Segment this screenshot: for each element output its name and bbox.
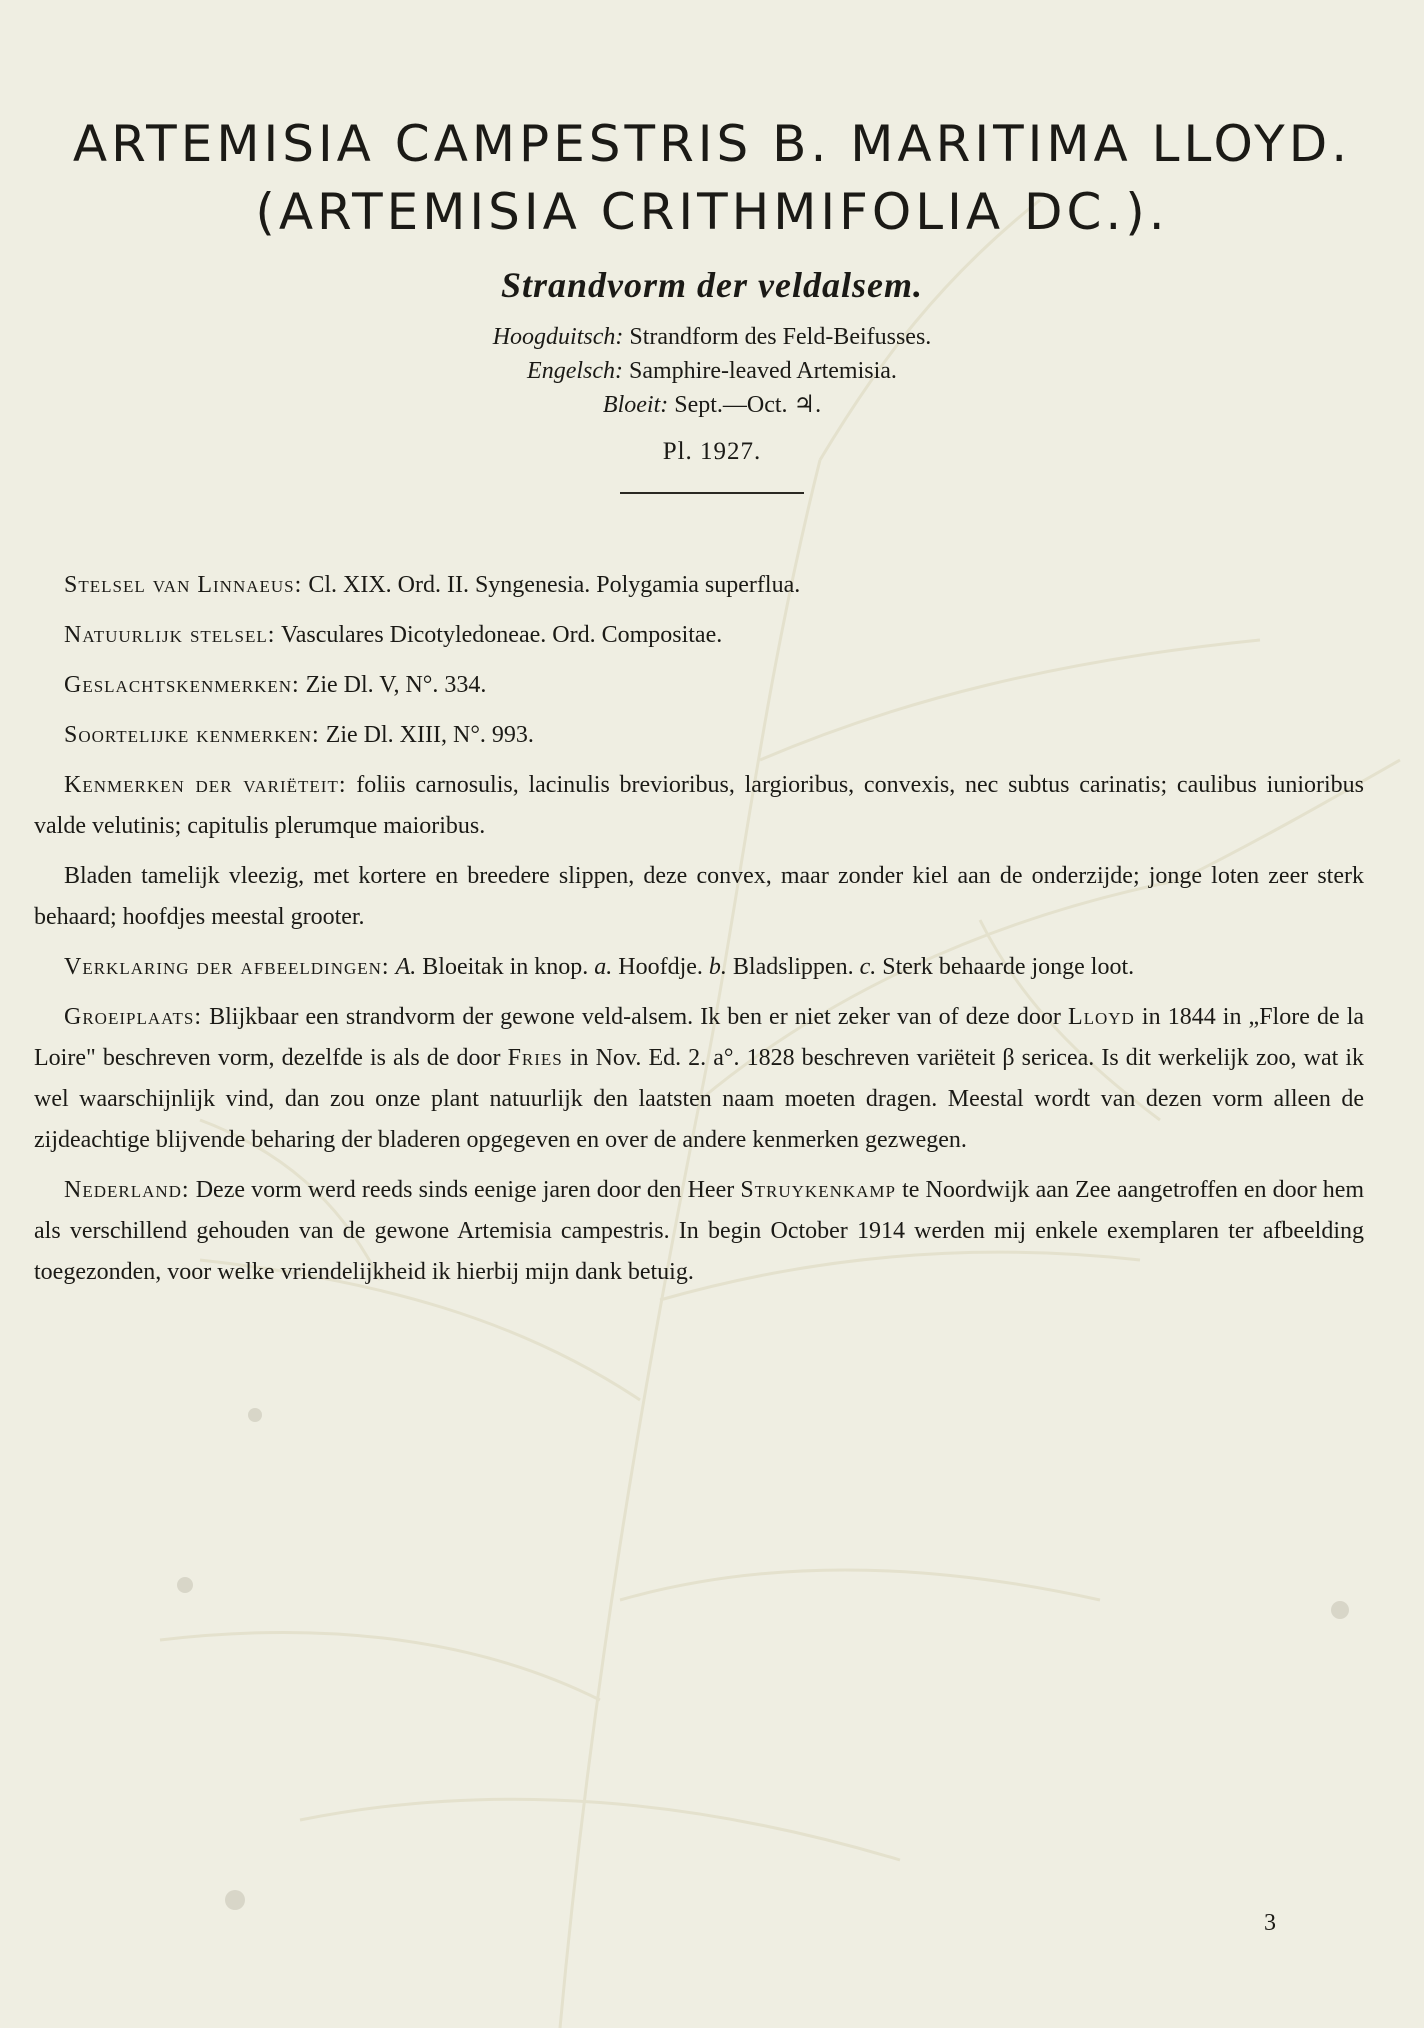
- title-line-1: ARTEMISIA CAMPESTRIS B. MARITIMA LLOYD.: [72, 115, 1352, 173]
- german-name-line: [0, 320, 1424, 354]
- english-label: Engelsch:: [527, 358, 624, 384]
- german-value: Strandform des Feld-Beifusses.: [629, 324, 932, 350]
- page-title: [0, 110, 1424, 246]
- paragraph-figures: [34, 947, 1364, 988]
- author-name: Fries: [507, 1045, 563, 1071]
- common-names: [0, 320, 1424, 422]
- paragraph-linnaeus: [34, 565, 1364, 606]
- author-name: Lloyd: [1067, 1004, 1135, 1030]
- paragraph-genus-characters: [34, 665, 1364, 706]
- section-text: Deze vorm werd reeds sinds eenige jaren door den Heer: [195, 1177, 735, 1203]
- section-label: Groeiplaats:: [64, 1004, 203, 1030]
- bloom-value: Sept.—Oct. ♃.: [674, 392, 822, 418]
- title-line-2: (ARTEMISIA CRITHMIFOLIA DC.).: [255, 183, 1169, 241]
- section-text: Cl. XIX. Ord. II. Syngenesia. Polygamia superflua.: [308, 572, 801, 598]
- figure-key-c: b.: [708, 954, 727, 980]
- plate-number: Pl. 1927.: [662, 438, 762, 465]
- paragraph-habitat: [34, 997, 1364, 1161]
- bloom-label: Bloeit:: [602, 392, 669, 418]
- section-text: Zie Dl. V, N°. 334.: [305, 672, 487, 698]
- paragraph-netherlands: [34, 1170, 1364, 1293]
- paragraph-species-characters: [34, 715, 1364, 756]
- section-label: Natuurlijk stelsel:: [64, 622, 276, 648]
- header: [0, 110, 1424, 494]
- section-label: Soortelijke kenmerken:: [64, 722, 320, 748]
- section-text: Blijkbaar een strandvorm der gewone veld-alsem. Ik ben er niet zeker van of deze door: [209, 1004, 1061, 1030]
- figure-key-b: a.: [594, 954, 613, 980]
- bloom-line: [0, 388, 1424, 422]
- paragraph-variety-dutch: Bladen tamelijk vleezig, met kortere en breedere slippen, deze convex, maar zonder kiel aan de onderzijde; jonge loten zeer sterk behaard; hoofdjes meestal grooter.: [34, 863, 1364, 930]
- section-label: Nederland:: [64, 1177, 190, 1203]
- figure-text-d: Sterk behaarde jonge loot.: [882, 954, 1135, 980]
- subtitle: Strandvorm der veldalsem.: [501, 265, 923, 305]
- figure-key-d: c.: [859, 954, 877, 980]
- person-name: Struykenkamp: [740, 1177, 896, 1203]
- figure-text-a: Bloeitak in knop.: [422, 954, 589, 980]
- body-text: [34, 565, 1364, 1302]
- section-text: in Nov. Ed. 2. a°. 1828 beschreven variëteit β sericea. Is dit werkelijk zoo, wat ik wel waarschijnlijk vind, dan zou onze plant natuurlijk den laatsten naam moeten dragen. Meestal wordt van dezen vorm alleen de zijdeachtige blijvende beharing der bladeren opgegeven en over de andere kenmerken gezwegen.: [34, 1045, 1365, 1153]
- section-text: in 1844 in „Flore de la Loire" beschreven vorm, dezelfde is als de door: [34, 1004, 1365, 1071]
- figure-text-c: Bladslippen.: [732, 954, 854, 980]
- section-text: Zie Dl. XIII, N°. 993.: [325, 722, 534, 748]
- section-label: Stelsel van Linnaeus:: [64, 572, 303, 598]
- section-text: te Noordwijk aan Zee aangetroffen en door hem als verschillend gehouden van de gewone Artemisia campestris. In begin October 1914 werden mij enkele exemplaren ter afbeelding toegezonden, voor welke vriendelijkheid ik hierbij mijn dank betuig.: [34, 1177, 1365, 1285]
- paragraph-variety-characters: [34, 765, 1364, 847]
- english-name-line: [0, 354, 1424, 388]
- section-label: Geslachtskenmerken:: [64, 672, 300, 698]
- figure-text-b: Hoofdje.: [618, 954, 703, 980]
- paragraph-natural-system: [34, 615, 1364, 656]
- section-label: Kenmerken der variëteit:: [64, 772, 347, 798]
- section-text: Vasculares Dicotyledoneae. Ord. Compositae.: [281, 622, 723, 648]
- section-label: Verklaring der afbeeldingen:: [64, 954, 390, 980]
- figure-key-a: A.: [395, 954, 417, 980]
- page-number: 3: [1264, 1910, 1276, 1936]
- german-label: Hoogduitsch:: [492, 324, 624, 350]
- divider: [620, 492, 804, 494]
- english-value: Samphire-leaved Artemisia.: [629, 358, 897, 384]
- section-text: foliis carnosulis, lacinulis brevioribus, largioribus, convexis, nec subtus carinatis; caulibus iunioribus valde velutinis; capitulis plerumque maioribus.: [34, 772, 1364, 839]
